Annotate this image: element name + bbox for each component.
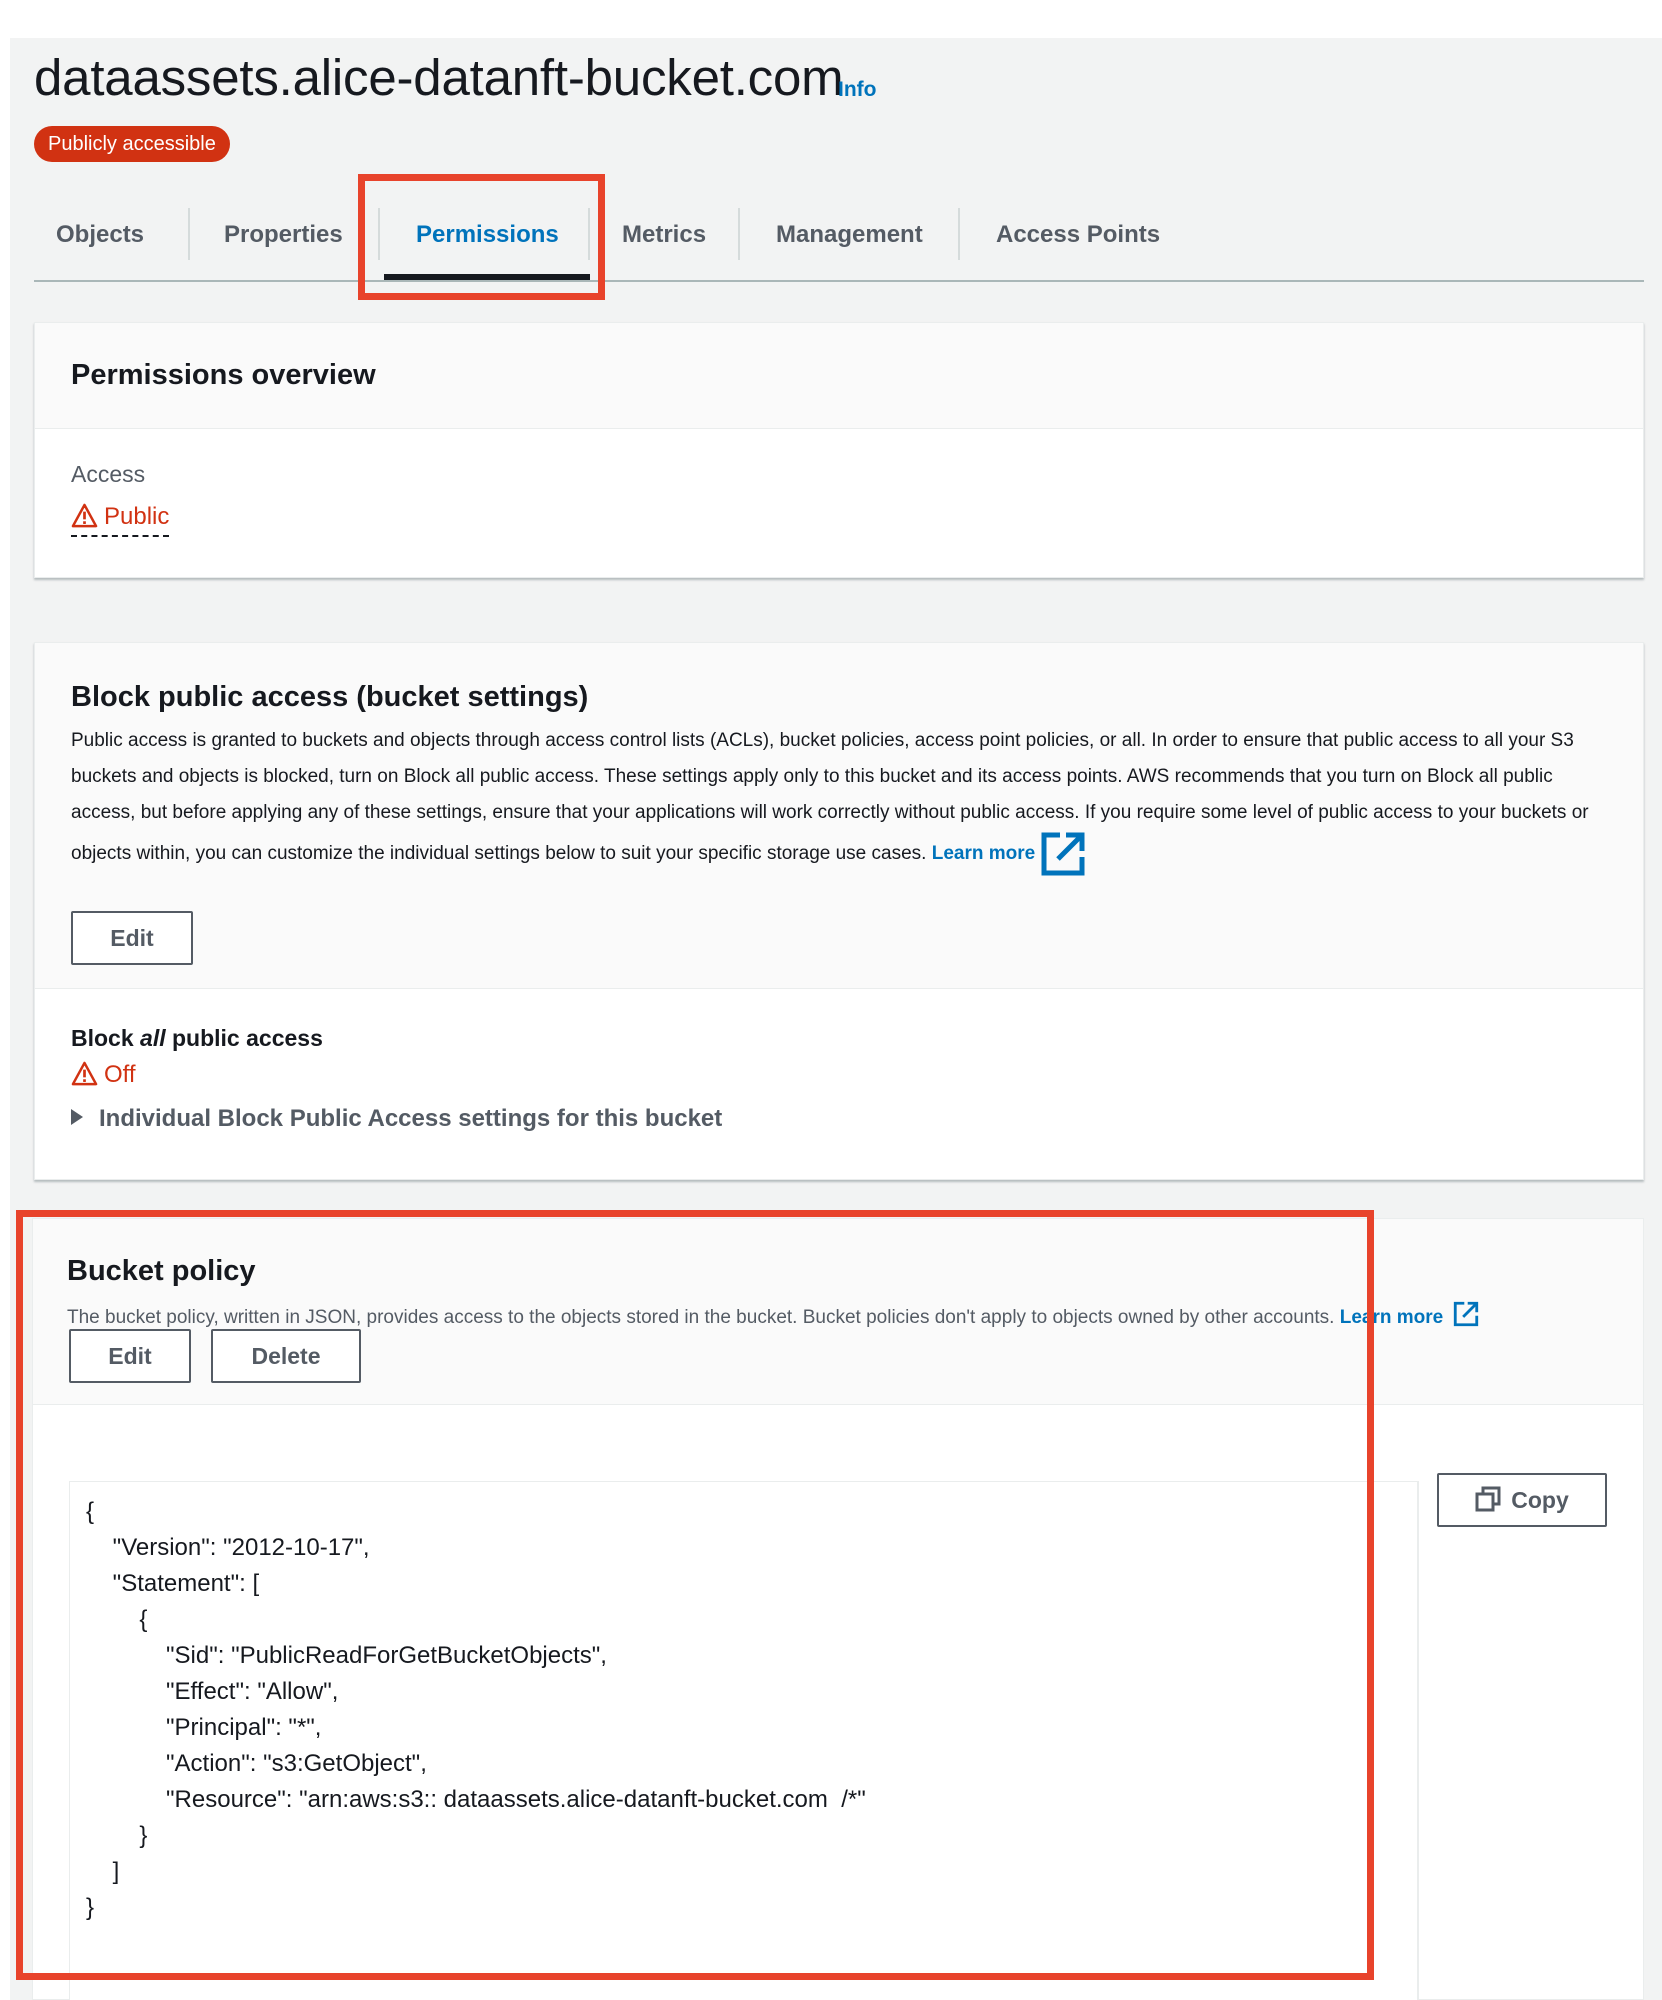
- policy-delete-button[interactable]: Delete: [211, 1329, 361, 1383]
- block-all-prefix: Block: [71, 1025, 134, 1051]
- tab-divider: [588, 208, 590, 260]
- warning-icon: [71, 1061, 98, 1086]
- tab-objects[interactable]: Objects: [56, 221, 145, 248]
- bpa-description: [71, 723, 1611, 877]
- tab-metrics[interactable]: Metrics: [622, 221, 707, 248]
- tab-bar: [34, 200, 1644, 282]
- info-link[interactable]: Info: [838, 78, 877, 101]
- block-public-access-panel: [34, 642, 1644, 1180]
- copy-button[interactable]: [1437, 1473, 1607, 1527]
- panel-header: [35, 643, 1643, 989]
- tab-properties[interactable]: Properties: [224, 221, 343, 248]
- page-title: dataassets.alice-datanft-bucket.com: [34, 49, 844, 106]
- block-all-label: [71, 1025, 323, 1052]
- panel-header: [33, 1219, 1643, 1405]
- permissions-overview-panel: [34, 322, 1644, 578]
- block-all-value: [71, 1061, 136, 1089]
- status-badge: Publicly accessible: [34, 126, 230, 162]
- bpa-description-text: Public access is granted to buckets and objects through access control lists (ACLs), bucket policies, access point policies, or all. In order to ensure that public access to all your S3 buckets and objects is blocked, turn on Block all public access. These settings apply only to this bucket and its access points. AWS recommends that you turn on Block all public access, but before applying any of these settings, ensure that your applications will work correctly without public access. If you require some level of public access to your buckets or objects within, you can customize the individual settings below to suit your specific storage use cases.: [71, 730, 1589, 865]
- tab-divider: [958, 208, 960, 260]
- tab-management[interactable]: Management: [776, 221, 923, 248]
- access-label: Access: [71, 461, 146, 487]
- external-link-icon: [1453, 1301, 1479, 1327]
- access-value[interactable]: [71, 503, 169, 537]
- policy-code-editor[interactable]: [69, 1481, 1419, 2000]
- warning-icon: [71, 503, 98, 528]
- panel-title: Block public access (bucket settings): [71, 681, 589, 713]
- bucket-policy-panel: [32, 1218, 1644, 2000]
- individual-settings-expander[interactable]: [71, 1105, 722, 1133]
- policy-description: [67, 1301, 1479, 1329]
- block-all-suffix: public access: [172, 1025, 323, 1051]
- block-all-value-text: Off: [104, 1061, 136, 1088]
- tab-access-points[interactable]: Access Points: [996, 221, 1161, 248]
- learn-more-link[interactable]: [932, 843, 1087, 864]
- policy-json: { "Version": "2012-10-17", "Statement": [ { "Sid": "PublicReadForGetBucketObjects", "Effect": "Allow", "Principal": "*", "Action": "s3:GetObject", "Resource": "arn:aws:s3:: dataassets.alice-datanft-bucket.com /*" } ] }: [86, 1498, 866, 1921]
- panel-header: [35, 323, 1643, 429]
- learn-more-link[interactable]: [1340, 1307, 1479, 1328]
- panel-title: Permissions overview: [71, 359, 376, 391]
- policy-description-text: The bucket policy, written in JSON, provides access to the objects stored in the bucket. Bucket policies don't apply to objects owned by other accounts.: [67, 1307, 1335, 1328]
- tab-divider: [188, 208, 190, 260]
- tab-permissions[interactable]: Permissions: [416, 221, 559, 248]
- copy-icon: [1475, 1486, 1501, 1512]
- caret-right-icon: [71, 1109, 83, 1125]
- access-value-text: Public: [104, 503, 170, 530]
- tab-divider: [738, 208, 740, 260]
- panel-title: Bucket policy: [67, 1255, 256, 1287]
- policy-edit-button[interactable]: Edit: [69, 1329, 191, 1383]
- active-tab-indicator: [384, 274, 590, 280]
- copy-label: Copy: [1511, 1487, 1569, 1513]
- external-link-icon: [1040, 831, 1086, 877]
- bpa-edit-button[interactable]: Edit: [71, 911, 193, 965]
- expander-label: Individual Block Public Access settings for this bucket: [99, 1105, 723, 1132]
- learn-more-label: Learn more: [931, 843, 1036, 865]
- learn-more-label: Learn more: [1339, 1307, 1444, 1328]
- tab-divider: [378, 208, 380, 260]
- block-all-emphasis: all: [140, 1025, 166, 1051]
